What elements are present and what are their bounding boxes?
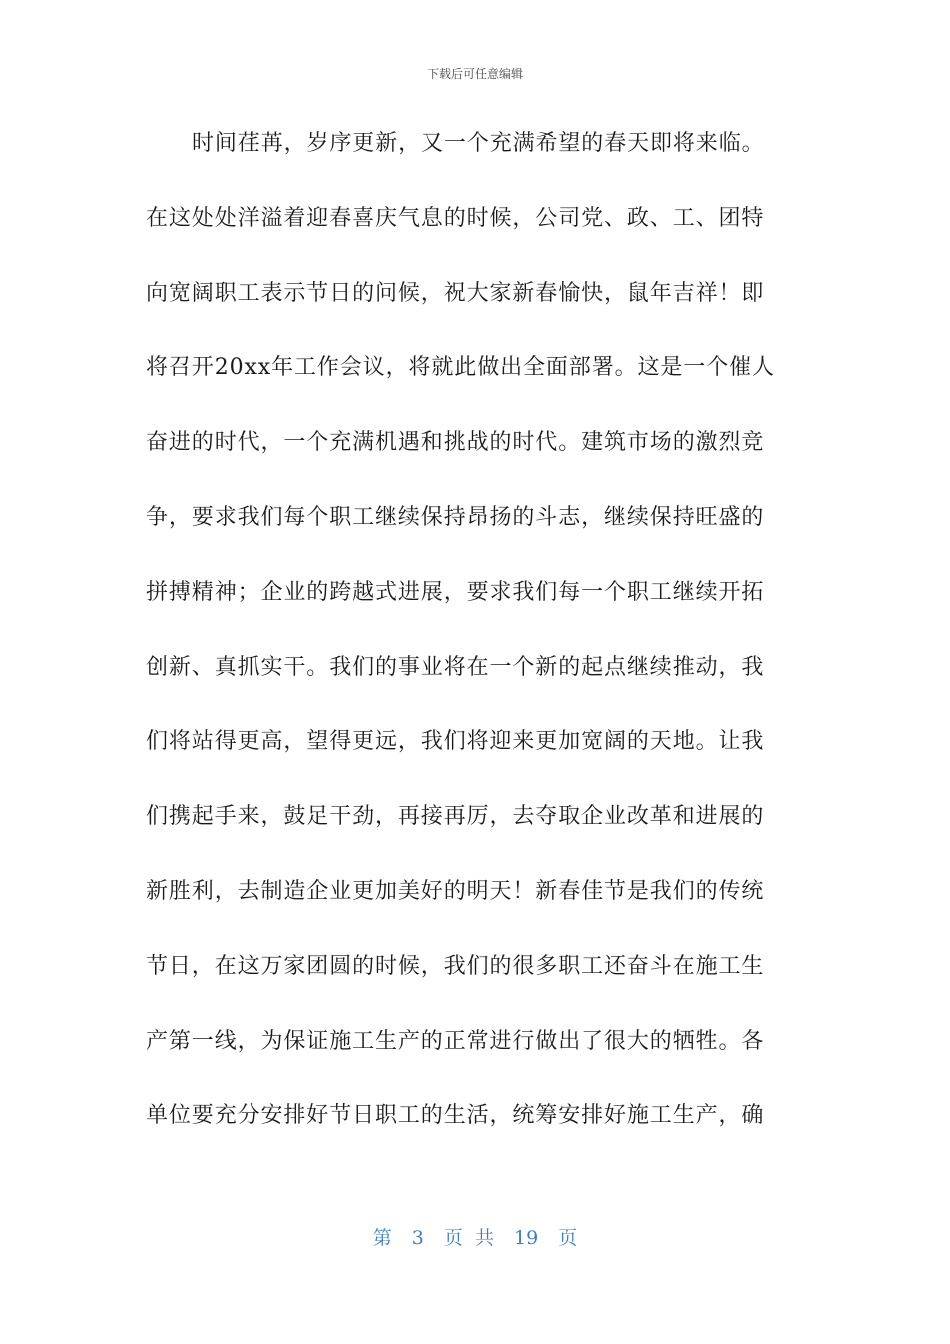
footer-total-pages: 19 — [514, 1227, 539, 1249]
paragraph-line-4: 将召开20xx年工作会议，将就此做出全面部署。这是一个催人 — [146, 355, 775, 381]
paragraph-line-9: 们将站得更高，望得更远，我们将迎来更加宽阔的天地。让我 — [146, 729, 765, 755]
paragraph-line-12: 节日，在这万家团圆的时候，我们的很多职工还奋斗在施工生 — [146, 953, 765, 979]
page-header-note: 下载后可任意编辑 — [426, 67, 523, 81]
paragraph-line-13: 产第一线，为保证施工生产的正常进行做出了很大的牺牲。各 — [146, 1028, 765, 1054]
footer-suffix: 页 — [558, 1227, 578, 1249]
paragraph-line-5: 奋进的时代，一个充满机遇和挑战的时代。建筑市场的激烈竞 — [146, 430, 765, 456]
paragraph-line-14: 单位要充分安排好节日职工的生活，统筹安排好施工生产，确 — [146, 1103, 765, 1129]
paragraph-line-11: 新胜利，去制造企业更加美好的明天！新春佳节是我们的传统 — [146, 878, 765, 904]
paragraph-line-6: 争，要求我们每个职工继续保持昂扬的斗志，继续保持旺盛的 — [146, 504, 765, 530]
paragraph-line-3: 向宽阔职工表示节日的问候，祝大家新春愉快，鼠年吉祥！即 — [146, 280, 765, 306]
page-number-footer — [0, 1224, 950, 1252]
paragraph-line-10: 们携起手来，鼓足干劲，再接再厉，去夺取企业改革和进展的 — [146, 804, 765, 830]
paragraph-line-7: 拼搏精神；企业的跨越式进展，要求我们每一个职工继续开拓 — [146, 579, 765, 605]
footer-middle: 页 共 — [443, 1227, 494, 1249]
paragraph-line-8: 创新、真抓实干。我们的事业将在一个新的起点继续推动，我 — [146, 654, 765, 680]
document-body — [146, 124, 806, 1171]
paragraph-line-2: 在这处处洋溢着迎春喜庆气息的时候，公司党、政、工、团特 — [146, 205, 765, 231]
paragraph-line-1: 时间荏苒，岁序更新，又一个充满希望的春天即将来临。 — [192, 131, 765, 156]
footer-current-page: 3 — [411, 1227, 424, 1249]
footer-prefix: 第 — [372, 1227, 392, 1249]
